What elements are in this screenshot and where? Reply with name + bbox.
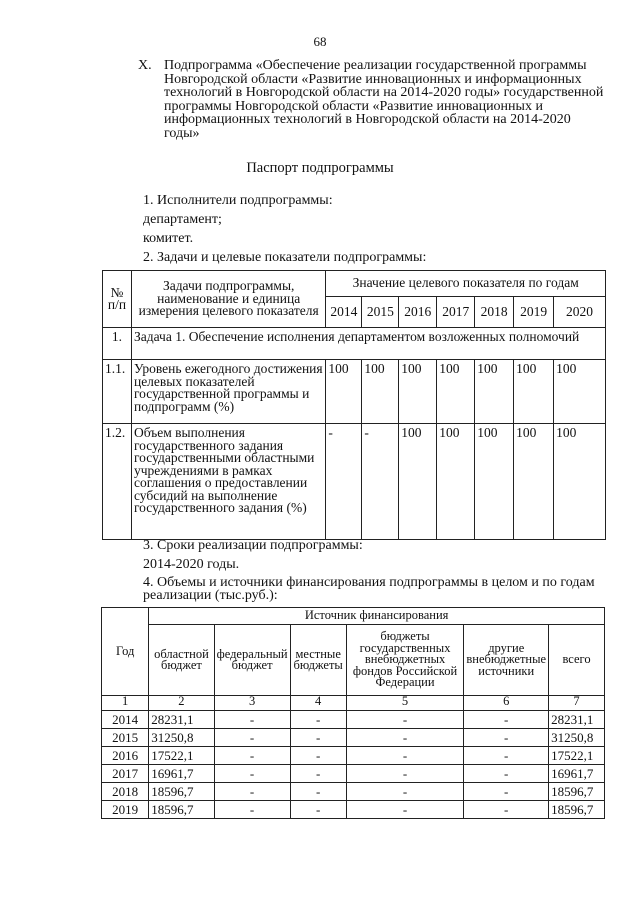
finance-value: 16961,7 <box>549 765 605 783</box>
finance-value: - <box>464 711 549 729</box>
finance-value: - <box>214 747 290 765</box>
col-header-source-type: другие внебюджетные источники <box>464 625 549 696</box>
indicator-value: 100 <box>326 360 362 424</box>
table-row <box>102 783 605 801</box>
row-year: 2019 <box>102 801 149 819</box>
table-row <box>102 801 605 819</box>
finance-value: - <box>346 783 464 801</box>
column-number: 3 <box>214 696 290 711</box>
indicator-value: 100 <box>475 360 514 424</box>
finance-value: 18596,7 <box>549 801 605 819</box>
finance-value: 28231,1 <box>549 711 605 729</box>
column-number: 2 <box>149 696 214 711</box>
finance-value: - <box>464 765 549 783</box>
finance-value: 16961,7 <box>149 765 214 783</box>
row-year: 2018 <box>102 783 149 801</box>
executor-department: департамент; <box>143 212 222 227</box>
column-number: 7 <box>549 696 605 711</box>
indicator-value: 100 <box>554 424 606 540</box>
finance-label <box>143 576 603 602</box>
indicator-value: 100 <box>554 360 606 424</box>
column-number: 5 <box>346 696 464 711</box>
indicator-text: Уровень ежегодного достижения целевых показателей государственной программы и подпрограмм (%) <box>131 360 325 424</box>
year-header: 2018 <box>475 297 514 328</box>
finance-value: - <box>214 765 290 783</box>
finance-value: - <box>346 729 464 747</box>
col-header-source-type: федеральный бюджет <box>214 625 290 696</box>
task-1-text: Задача 1. Обеспечение исполнения департаментом возложенных полномочий <box>131 328 605 360</box>
finance-value: - <box>290 729 346 747</box>
finance-value: 17522,1 <box>149 747 214 765</box>
finance-value: - <box>214 729 290 747</box>
indicator-number: 1.1. <box>103 360 132 424</box>
col-header-source-type: бюджеты государственных внебюджетных фондов Российской Федерации <box>346 625 464 696</box>
table-row <box>103 360 606 424</box>
column-number: 4 <box>290 696 346 711</box>
indicator-value: 100 <box>514 360 554 424</box>
finance-value: - <box>290 711 346 729</box>
finance-label-text: 4. Объемы и источники финансирования подпрограммы в целом и по годам реализации (тыс.руб.): <box>143 575 595 603</box>
year-header: 2015 <box>362 297 399 328</box>
finance-value: - <box>290 765 346 783</box>
finance-value: - <box>464 801 549 819</box>
indicator-text: Объем выполнения государственного задания государственными областными учреждениями в рамках соглашения о предоставлении субсидий на выполнение государственного задания (%) <box>131 424 325 540</box>
finance-value: - <box>290 801 346 819</box>
col-header-tasks: Задачи подпрограммы, наименование и единица измерения целевого показателя <box>131 271 325 328</box>
finance-value: 18596,7 <box>549 783 605 801</box>
finance-value: - <box>346 801 464 819</box>
tasks-indicators-table <box>102 270 606 540</box>
year-header: 2019 <box>514 297 554 328</box>
section-number: X. <box>138 58 152 73</box>
finance-value: 31250,8 <box>549 729 605 747</box>
indicator-value: 100 <box>437 360 475 424</box>
year-header: 2014 <box>326 297 362 328</box>
passport-title: Паспорт подпрограммы <box>246 160 394 176</box>
section-title: Подпрограмма «Обеспечение реализации государственной программы Новгородской области «Развитие инновационных и информационных технологий в Новгородской области на 2014-2020 годы» государственной программы Новгородской области «Развитие инновационных и информационных технологий в Новгородской области на 2014-2020 годы» <box>164 58 604 141</box>
indicator-value: 100 <box>437 424 475 540</box>
tasks-label: 2. Задачи и целевые показатели подпрограммы: <box>143 250 427 265</box>
col-header-year: Год <box>102 608 149 696</box>
financing-table <box>101 607 605 819</box>
indicator-number: 1.2. <box>103 424 132 540</box>
indicator-value: - <box>326 424 362 540</box>
indicator-value: 100 <box>399 424 437 540</box>
indicator-value: 100 <box>475 424 514 540</box>
finance-value: 17522,1 <box>549 747 605 765</box>
year-header: 2020 <box>554 297 606 328</box>
indicator-value: - <box>362 424 399 540</box>
finance-value: 31250,8 <box>149 729 214 747</box>
finance-value: - <box>214 801 290 819</box>
finance-value: 18596,7 <box>149 801 214 819</box>
table-row <box>102 765 605 783</box>
finance-value: - <box>464 747 549 765</box>
finance-value: - <box>464 783 549 801</box>
table-row <box>102 747 605 765</box>
task-1-number: 1. <box>103 328 132 360</box>
year-header: 2016 <box>399 297 437 328</box>
finance-value: 28231,1 <box>149 711 214 729</box>
terms-label: 3. Сроки реализации подпрограммы: <box>143 538 363 553</box>
finance-value: - <box>290 783 346 801</box>
section-heading <box>138 59 608 140</box>
row-year: 2017 <box>102 765 149 783</box>
indicator-value: 100 <box>514 424 554 540</box>
executors-label: 1. Исполнители подпрограммы: <box>143 193 333 208</box>
finance-value: 18596,7 <box>149 783 214 801</box>
year-header: 2017 <box>437 297 475 328</box>
col-header-number: № п/п <box>103 271 132 328</box>
column-numbers-row <box>102 696 605 711</box>
indicator-value: 100 <box>399 360 437 424</box>
executor-committee: комитет. <box>143 231 194 246</box>
finance-value: - <box>290 747 346 765</box>
page-number: 68 <box>313 34 327 49</box>
column-number: 6 <box>464 696 549 711</box>
terms-value: 2014-2020 годы. <box>143 557 240 572</box>
table-row <box>102 711 605 729</box>
finance-value: - <box>464 729 549 747</box>
col-header-source-type: областной бюджет <box>149 625 214 696</box>
table-row <box>102 729 605 747</box>
col-header-source: Источник финансирования <box>149 608 605 625</box>
column-number: 1 <box>102 696 149 711</box>
financing-header-row <box>102 625 605 696</box>
col-header-source-type: всего <box>549 625 605 696</box>
table-row <box>103 424 606 540</box>
finance-value: - <box>346 747 464 765</box>
finance-value: - <box>346 711 464 729</box>
col-header-target-values: Значение целевого показателя по годам <box>326 271 606 297</box>
row-year: 2016 <box>102 747 149 765</box>
indicator-value: 100 <box>362 360 399 424</box>
row-year: 2014 <box>102 711 149 729</box>
finance-value: - <box>214 783 290 801</box>
finance-value: - <box>346 765 464 783</box>
finance-value: - <box>214 711 290 729</box>
col-header-source-type: местные бюджеты <box>290 625 346 696</box>
row-year: 2015 <box>102 729 149 747</box>
